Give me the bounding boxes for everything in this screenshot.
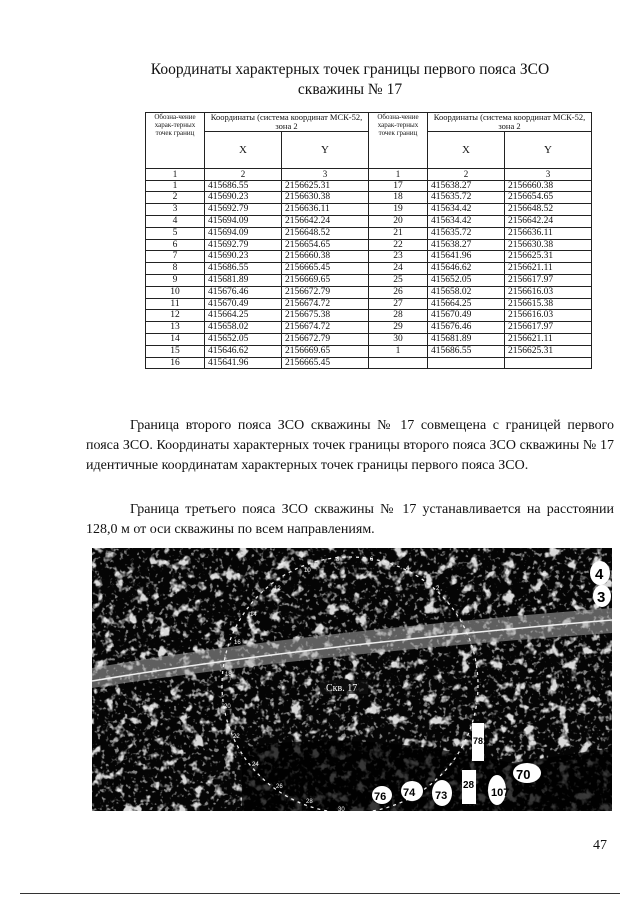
point-number-cell: 28 (369, 310, 428, 322)
point-number-cell: 19 (369, 204, 428, 216)
header-coordinates-left: Координаты (система координат МСК-52, зона 2 (205, 113, 369, 132)
table-row (146, 322, 592, 334)
x-coordinate-cell: 415690.23 (205, 251, 282, 263)
point-number-cell: 11 (146, 298, 205, 310)
header-x-left: X (205, 132, 282, 169)
table-row (146, 333, 592, 345)
x-coordinate-cell: 415634.42 (428, 215, 505, 227)
point-number-cell: 1 (369, 345, 428, 357)
footer-rule (20, 893, 620, 894)
index-cell: 3 (282, 169, 369, 181)
table-index-row (146, 169, 592, 181)
x-coordinate-cell: 415664.25 (205, 310, 282, 322)
point-number-cell: 1 (146, 180, 205, 192)
paragraph-second-zone: Граница второго пояса ЗСО скважины № 17 совмещена с границей первого пояса ЗСО. Координаты характерных точек границы второго пояса ЗСО скважины № 17 идентичные координатам характерных точек границы первого пояса ЗСО. (86, 418, 614, 473)
y-coordinate-cell: 2156625.31 (505, 345, 592, 357)
header-y-left: Y (282, 132, 369, 169)
y-coordinate-cell: 2156617.97 (505, 274, 592, 286)
y-coordinate-cell: 2156660.38 (505, 180, 592, 192)
svg-text:28: 28 (306, 799, 313, 805)
point-number-cell: 20 (369, 215, 428, 227)
y-coordinate-cell: 2156621.11 (505, 263, 592, 275)
x-coordinate-cell: 415658.02 (428, 286, 505, 298)
x-coordinate-cell: 415634.42 (428, 204, 505, 216)
table-row (146, 192, 592, 204)
y-coordinate-cell: 2156672.79 (282, 286, 369, 298)
svg-text:8: 8 (336, 557, 340, 563)
y-coordinate-cell: 2156625.31 (505, 251, 592, 263)
svg-text:20: 20 (224, 704, 231, 710)
y-coordinate-cell: 2156675.38 (282, 310, 369, 322)
point-number-cell (369, 357, 428, 369)
x-coordinate-cell: 415676.46 (205, 286, 282, 298)
paragraph-third-zone: Граница третьего пояса ЗСО скважины № 17 устанавливается на расстоянии 128,0 м от оси скважины по всем направлениям. (86, 502, 614, 537)
svg-text:107: 107 (491, 787, 510, 799)
svg-text:70: 70 (516, 767, 531, 782)
x-coordinate-cell: 415638.27 (428, 239, 505, 251)
svg-text:10: 10 (304, 568, 311, 574)
table-row (146, 298, 592, 310)
y-coordinate-cell: 2156660.38 (282, 251, 369, 263)
y-coordinate-cell: 2156621.11 (505, 333, 592, 345)
y-coordinate-cell: 2156674.72 (282, 322, 369, 334)
index-cell: 1 (369, 169, 428, 181)
x-coordinate-cell: 415690.23 (205, 192, 282, 204)
index-cell: 2 (428, 169, 505, 181)
header-x-right: X (428, 132, 505, 169)
x-coordinate-cell: 415641.96 (205, 357, 282, 369)
x-coordinate-cell: 415686.55 (428, 345, 505, 357)
y-coordinate-cell: 2156648.52 (282, 227, 369, 239)
svg-text:24: 24 (252, 762, 259, 768)
point-number-cell: 27 (369, 298, 428, 310)
y-coordinate-cell: 2156636.11 (505, 227, 592, 239)
point-number-cell: 17 (369, 180, 428, 192)
table-row (146, 251, 592, 263)
point-number-cell: 29 (369, 322, 428, 334)
y-coordinate-cell: 2156654.65 (282, 239, 369, 251)
x-coordinate-cell: 415681.89 (205, 274, 282, 286)
point-number-cell: 23 (369, 251, 428, 263)
point-number-cell: 18 (369, 192, 428, 204)
x-coordinate-cell: 415676.46 (428, 322, 505, 334)
page-title: Координаты характерных точек границы первого пояса ЗСО скважины № 17 (150, 61, 550, 98)
svg-text:4: 4 (595, 566, 604, 583)
point-number-cell: 26 (369, 286, 428, 298)
svg-text:4: 4 (406, 566, 410, 572)
x-coordinate-cell: 415692.79 (205, 204, 282, 216)
point-number-cell: 5 (146, 227, 205, 239)
y-coordinate-cell: 2156630.38 (282, 192, 369, 204)
header-point-designation-right: Обозна-чение харак-терных точек границ (369, 113, 428, 169)
y-coordinate-cell: 2156636.11 (282, 204, 369, 216)
road-marker (401, 781, 423, 801)
point-number-cell: 14 (146, 333, 205, 345)
y-coordinate-cell (505, 357, 592, 369)
x-coordinate-cell: 415641.96 (428, 251, 505, 263)
table-row (146, 180, 592, 192)
y-coordinate-cell: 2156616.03 (505, 310, 592, 322)
svg-text:26: 26 (276, 784, 283, 790)
point-number-cell: 16 (146, 357, 205, 369)
x-coordinate-cell (428, 357, 505, 369)
road-marker (432, 780, 452, 806)
point-number-cell: 8 (146, 263, 205, 275)
x-coordinate-cell: 415658.02 (205, 322, 282, 334)
y-coordinate-cell: 2156674.72 (282, 298, 369, 310)
table-row (146, 263, 592, 275)
svg-text:14: 14 (250, 612, 257, 618)
svg-text:74: 74 (403, 787, 416, 799)
svg-text:30: 30 (338, 807, 345, 811)
road-marker (593, 585, 611, 607)
table-row (146, 310, 592, 322)
svg-text:16: 16 (234, 640, 241, 646)
svg-text:18: 18 (225, 672, 232, 678)
road-marker (590, 561, 610, 585)
table-row (146, 357, 592, 369)
point-number-cell: 22 (369, 239, 428, 251)
page-number: 47 (593, 838, 607, 853)
index-cell: 3 (505, 169, 592, 181)
svg-text:73: 73 (435, 790, 448, 802)
svg-text:76: 76 (374, 791, 387, 803)
point-number-cell: 15 (146, 345, 205, 357)
y-coordinate-cell: 2156630.38 (505, 239, 592, 251)
table-row (146, 227, 592, 239)
index-cell: 2 (205, 169, 282, 181)
table-header-row (146, 113, 592, 132)
road-marker (462, 770, 476, 804)
x-coordinate-cell: 415635.72 (428, 192, 505, 204)
point-number-cell: 13 (146, 322, 205, 334)
y-coordinate-cell: 2156642.24 (282, 215, 369, 227)
y-coordinate-cell: 2156665.45 (282, 357, 369, 369)
svg-text:3: 3 (597, 589, 606, 606)
svg-text:22: 22 (233, 734, 240, 740)
point-number-cell: 7 (146, 251, 205, 263)
y-coordinate-cell: 2156617.97 (505, 322, 592, 334)
header-y-right: Y (505, 132, 592, 169)
point-number-cell: 10 (146, 286, 205, 298)
table-row (146, 286, 592, 298)
x-coordinate-cell: 415664.25 (428, 298, 505, 310)
x-coordinate-cell: 415681.89 (428, 333, 505, 345)
table-row (146, 274, 592, 286)
y-coordinate-cell: 2156615.38 (505, 298, 592, 310)
point-number-cell: 3 (146, 204, 205, 216)
x-coordinate-cell: 415694.09 (205, 215, 282, 227)
point-number-cell: 6 (146, 239, 205, 251)
point-number-cell: 30 (369, 333, 428, 345)
road-marker (513, 763, 541, 783)
aerial-photo-drawing (92, 548, 612, 811)
point-number-cell: 9 (146, 274, 205, 286)
table-body (146, 180, 592, 369)
y-coordinate-cell: 2156669.65 (282, 345, 369, 357)
x-coordinate-cell: 415652.05 (205, 333, 282, 345)
table-row (146, 345, 592, 357)
point-number-cell: 24 (369, 263, 428, 275)
x-coordinate-cell: 415686.55 (205, 263, 282, 275)
y-coordinate-cell: 2156616.03 (505, 286, 592, 298)
point-number-cell: 2 (146, 192, 205, 204)
x-coordinate-cell: 415635.72 (428, 227, 505, 239)
coordinates-table (145, 112, 592, 369)
point-number-cell: 21 (369, 227, 428, 239)
well-label: Скв. 17 (326, 683, 358, 694)
road-marker (372, 786, 392, 804)
svg-text:6: 6 (370, 557, 374, 563)
x-coordinate-cell: 415646.62 (428, 263, 505, 275)
y-coordinate-cell: 2156625.31 (282, 180, 369, 192)
y-coordinate-cell: 2156672.79 (282, 333, 369, 345)
y-coordinate-cell: 2156654.65 (505, 192, 592, 204)
point-number-cell: 12 (146, 310, 205, 322)
index-cell: 1 (146, 169, 205, 181)
svg-text:781: 781 (473, 736, 489, 746)
svg-text:2: 2 (436, 586, 440, 592)
aerial-photo (92, 548, 612, 811)
y-coordinate-cell: 2156669.65 (282, 274, 369, 286)
point-number-cell: 25 (369, 274, 428, 286)
svg-text:28: 28 (463, 780, 475, 791)
x-coordinate-cell: 415692.79 (205, 239, 282, 251)
x-coordinate-cell: 415646.62 (205, 345, 282, 357)
table-row (146, 204, 592, 216)
x-coordinate-cell: 415670.49 (428, 310, 505, 322)
svg-text:12: 12 (274, 586, 281, 592)
y-coordinate-cell: 2156648.52 (505, 204, 592, 216)
x-coordinate-cell: 415686.55 (205, 180, 282, 192)
x-coordinate-cell: 415652.05 (428, 274, 505, 286)
y-coordinate-cell: 2156642.24 (505, 215, 592, 227)
x-coordinate-cell: 415638.27 (428, 180, 505, 192)
table-row (146, 215, 592, 227)
x-coordinate-cell: 415694.09 (205, 227, 282, 239)
x-coordinate-cell: 415670.49 (205, 298, 282, 310)
header-point-designation-left: Обозна-чение харак-терных точек границ (146, 113, 205, 169)
header-coordinates-right: Координаты (система координат МСК-52, зона 2 (428, 113, 592, 132)
table-row (146, 239, 592, 251)
point-number-cell: 4 (146, 215, 205, 227)
y-coordinate-cell: 2156665.45 (282, 263, 369, 275)
